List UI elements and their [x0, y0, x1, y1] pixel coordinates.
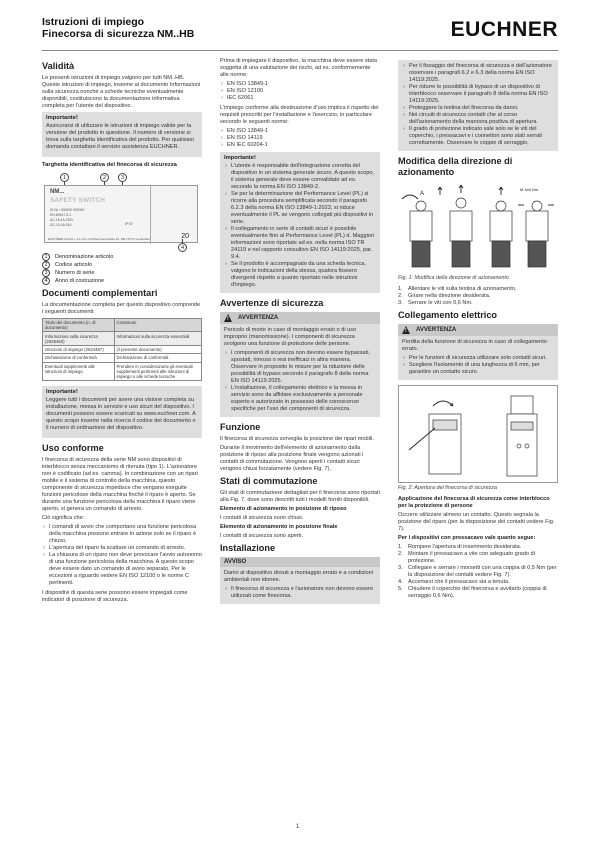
- callout-3: 3: [118, 173, 127, 182]
- figure-1: [398, 181, 558, 273]
- list-item: › Il collegamento in serie di contatti sicuri è possibile eventualmente fino al Performance Level (PL) d. Maggiori informazioni sono riportate ad es. nella norma ISO TR 24119 e nel rapporto consultivo EN ISO 14119:2025, par. 9.4.: [224, 226, 376, 261]
- list-item: › EN ISO 14119: [220, 135, 380, 142]
- list-item: › IEC 62061: [220, 95, 380, 102]
- validita-text: Le presenti istruzioni di impiego valgono per tutti NM..HB. Queste istruzioni di impiego, insieme al documento Informazioni sulla sicurezza nonché a schede tecniche eventualmente disponibili, costituiscono la documentazione informativa completa per l'utente del dispositivo.: [42, 75, 201, 109]
- table-cell: Dichiarazione di conformità: [114, 354, 201, 362]
- fig1-torque-label: M 4x6 Nm: [520, 187, 539, 192]
- applicazione-title: Applicazione del finecorsa di sicurezza come interblocco per la protezione di persone: [398, 496, 550, 509]
- importante-box-1: [42, 112, 202, 157]
- installazione-continued-box: [398, 60, 558, 151]
- table-cell: Dichiarazione di conformità: [43, 354, 115, 362]
- step-text: Montare il pressacavo a vite con adeguato grado di protezione.: [408, 551, 535, 564]
- step-number: 5.: [398, 586, 403, 592]
- list-item: › Il grado di protezione indicato vale solo se le viti del coperchio, i pressacavi e i connettori sono stati serrati correttamente. Osservare le coppie di serraggio.: [402, 126, 554, 147]
- importante-text: Leggere tutti i documenti per avere una visione completa su installazione, messa in servizio e uso sicuri del dispositivo. I documenti possono essere scaricati su www.euchner.com. A questo scopo inserire nella ricerca il codice del documento o il numero di ordinazione del dispositivo.: [46, 396, 196, 431]
- list-item: [398, 551, 558, 565]
- nameplate-figure: [42, 173, 202, 249]
- list-item: › Per il fissaggio del finecorsa di sicurezza e dell'azionatore osservare i paragrafi 6.2 e 6.3 della norma EN ISO 14119:2025.: [402, 63, 554, 84]
- column-2: [220, 58, 380, 609]
- funzione-text: Il finecorsa di sicurezza sorveglia la posizione dei ripari mobili.: [220, 436, 374, 442]
- list-item: › L'installazione, il collegamento elettrico e la messa in servizio sono da affidare esclusivamente a personale esperto e autorizzato in possesso delle conoscenze specifiche per l'uso dei componenti di sicurezza.: [224, 385, 376, 413]
- importante-title: Importante!: [224, 155, 256, 161]
- section-title-modifica: Modifica della direzione di azionamento: [398, 156, 513, 177]
- euchner-logo: EUCHNER: [450, 18, 558, 41]
- section-title-funzione: Funzione: [220, 422, 261, 432]
- list-item: › EN ISO 12100: [220, 88, 380, 95]
- step-text: Serrare le viti con 0,6 Nm.: [408, 300, 473, 306]
- table-cell: (il presente documento): [114, 345, 201, 353]
- step-number: 3.: [398, 565, 403, 571]
- valutazione-intro: Prima di impiegare il dispositivo, la macchina deve essere stata soggetta di una valutazione dei rischi, ad es. conformemente alle norme:: [220, 58, 378, 78]
- pressacavo-steps: [398, 544, 558, 600]
- table-row: [43, 345, 202, 353]
- plate-manufacturer: EUCHNER GmbH + Co. KG, Kohlhammerstraße 16, DE-70771 Leinfelden: [48, 237, 150, 241]
- step-text: Collegare e serrare i morsetti con una coppia di 0,5 Nm (per la disposizione dei contatti vedere Fig. 7).: [408, 565, 557, 578]
- switch-opening-diagram: [399, 386, 557, 484]
- list-item: › EN ISO 13849-1: [220, 128, 380, 135]
- section-title-avvertenze: Avvertenze di sicurezza: [220, 298, 324, 308]
- warning-icon: [224, 314, 232, 322]
- callout-4: 4: [178, 243, 187, 252]
- table-cell: Prendere in considerazione gli eventuali supplementi pertinenti alle istruzioni di impiego o alle schede tecniche: [114, 362, 201, 380]
- importante-title: Importante!: [46, 388, 78, 395]
- plate-norm: EN 60947-5-1: [50, 213, 72, 217]
- importante-title: Importante!: [46, 115, 78, 121]
- fig1-caption: Fig. 1: Modifica della direzione di azionamento: [398, 275, 509, 281]
- list-item: › Scegliere l'isolamento di una lunghezza di 6 mm, per garantire un contatto sicuro.: [402, 362, 554, 376]
- table-cell: Informazioni sulla sicurezza (2525460): [43, 332, 115, 345]
- list-item: › EN ISO 13849-1: [220, 81, 380, 88]
- table-header: Contenuto: [114, 319, 201, 332]
- page-number: 1: [295, 824, 300, 830]
- avvertenza-box: [220, 312, 380, 417]
- importante-text: Assicurarsi di utilizzare le istruzioni di impiego valide per la versione del prodotto in questione. Il numero di versione si trova sulla targhetta identificativa del prodotto. Per qualsiasi domanda contattare il servizio assistenza EUCHNER.: [46, 123, 194, 150]
- list-item: [398, 579, 558, 586]
- figure-2: [398, 385, 558, 483]
- legend-number: 1: [42, 253, 50, 261]
- avvertenza-text: Pericolo di morte in caso di montaggio errato o di uso improprio (manomissione). I componenti di sicurezza svolgono una funzione di protezione delle persone.: [224, 327, 357, 347]
- step-number: 1.: [398, 286, 403, 292]
- table-row: [43, 332, 202, 345]
- list-item: [398, 300, 558, 307]
- legend-text: Numero di serie: [55, 270, 95, 276]
- stati-text: Gli stati di commutazione dettagliati per il finecorsa sono riportati alla Fig. 7. dove sono descritti tutti i modelli forniti disponibili.: [220, 490, 380, 503]
- plate-rating-ac: AC-15 4A 230V: [50, 218, 74, 222]
- importante-box-2: [42, 386, 202, 438]
- step-text: Rompere l'apertura di inserimento desiderata.: [408, 544, 522, 550]
- nameplate-main: [45, 186, 151, 244]
- list-item: › Per ridurre le possibilità di bypass di un dispositivo di interblocco osservare il paragrafo 8 della norma EN ISO 14119:2025.: [402, 84, 554, 105]
- header-divider: [42, 50, 558, 51]
- targhetta-title: Targhetta identificativa del finecorsa di sicurezza: [42, 162, 177, 168]
- applicazione-text: Occorre utilizzare almeno un contatto. Questo segnala la posizione del riparo (per la disposizione dei contatti vedere Fig. 7).: [398, 512, 555, 532]
- avviso-text: Danni al dispositivo dovuti a montaggio errato e a condizioni ambientali non idonee.: [224, 570, 373, 583]
- step-number: 1.: [398, 544, 403, 550]
- avvertenza-list: [224, 350, 376, 413]
- plate-year: 20: [181, 233, 189, 240]
- plate-product-name: NM...: [50, 189, 65, 195]
- table-cell: Eventuali supplementi alle istruzioni di impiego: [43, 362, 115, 380]
- uso-text: Ciò significa che:: [42, 514, 85, 521]
- avvertenza-list: [402, 355, 554, 376]
- legend-item: [42, 269, 202, 277]
- nameplate: [44, 185, 198, 243]
- pressacavo-title: Per i dispositivi con pressacavo vale quanto segue:: [398, 535, 536, 541]
- list-item: › Se per la determinazione del Performance Level (PL) si ricorre alla procedura semplificata secondo il paragrafo 6.2.3 della norma EN ISO 13849-1:2023, si riduce eventualmente il PL se vengono collegati più dispositivi in serie.: [224, 191, 376, 226]
- list-item: › I comandi di avvio che comportano una funzione pericolosa della macchina possono entrare in azione solo se il riparo è chiuso.: [42, 524, 202, 545]
- list-item: [398, 565, 558, 579]
- list-item: [398, 544, 558, 551]
- list-item: [398, 586, 558, 600]
- step-number: 4.: [398, 579, 403, 585]
- document-title-line1: Istruzioni di impiego: [42, 16, 145, 28]
- legend-text: Codice articolo: [55, 262, 92, 268]
- step-text: Allentare le viti sulla testina di azionamento.: [408, 286, 517, 292]
- section-title-uso-conforme: Uso conforme: [42, 442, 104, 453]
- legend-number: 2: [42, 261, 50, 269]
- section-title-collegamento: Collegamento elettrico: [398, 310, 498, 320]
- avvertenza-label: AVVERTENZA: [238, 315, 279, 321]
- list-item: › L'apertura del riparo fa scattare un comando di arresto.: [42, 545, 202, 552]
- importante-list: [224, 163, 376, 289]
- norms-list-1: [220, 81, 380, 102]
- legend-item: [42, 277, 202, 285]
- step-text: Accertarsi che il pressacavo sia a tenuta.: [408, 579, 510, 585]
- table-row: [43, 354, 202, 362]
- page-header: [42, 16, 558, 50]
- nameplate-legend: [42, 253, 202, 285]
- section-title-stati: Stati di commutazione: [220, 476, 318, 486]
- documents-table: [42, 318, 202, 381]
- warning-icon: [402, 326, 410, 334]
- avvertenza-text: Perdita della funzione di sicurezza in caso di collegamento errato.: [402, 339, 547, 352]
- step-number: 3.: [398, 300, 403, 306]
- funzione-text: Durante il movimento dell'elemento di azionamento dalla posizione di riposo alla posizione finale vengono azionati i contatti di commutazione. Vengono aperti i contatti sicuri vengono chiusi forzatamente (vedere Fig. 7).: [220, 445, 364, 472]
- table-header-row: [43, 319, 202, 332]
- finale-title: Elemento di azionamento in posizione finale: [220, 524, 338, 530]
- avvertenza-box-2: [398, 324, 558, 380]
- legend-item: [42, 261, 202, 269]
- norms-list-2: [220, 128, 380, 149]
- document-title-line2: Finecorsa di sicurezza NM..HB: [42, 28, 195, 40]
- fig1-label-a: A: [420, 191, 425, 197]
- avvertenza-header: [398, 324, 558, 336]
- list-item: › Per le funzioni di sicurezza utilizzare solo contatti sicuri.: [402, 355, 554, 362]
- table-cell: Informazioni sulla sicurezza essenziali: [114, 332, 201, 345]
- modifica-steps: [398, 286, 558, 307]
- list-item: [398, 286, 558, 293]
- section-title-documenti: Documenti complementari: [42, 288, 158, 298]
- table-row: [43, 362, 202, 380]
- step-number: 2.: [398, 293, 403, 299]
- section-title-validita: Validità: [42, 61, 75, 71]
- avviso-header: [220, 557, 380, 567]
- legend-text: Anno di costruzione: [55, 278, 105, 284]
- list-item: › I componenti di sicurezza non devono essere bypassati, spostati, rimossi o resi inefficaci in altra maniera. Osservare in proposito le misure per la riduzione delle possibilità di bypass secondo il paragrafo 8 della norma EN ISO 14119:2025.: [224, 350, 376, 385]
- list-item: › L'utente è responsabile dell'integrazione corretta del dispositivo in un sistema generale sicuro. A questo scopo, il sistema generale deve essere convalidato ad es. secondo la norma EN ISO 13849-2.: [224, 163, 376, 191]
- list-item: › Se il prodotto è accompagnato da una scheda tecnica, valgono le indicazioni della stessa, qualora fossero divergenti rispetto a quanto riportato nelle istruzioni d'impiego.: [224, 261, 376, 289]
- list-item: › Proteggere la testina del finecorsa da danni.: [402, 105, 554, 112]
- list-item: › EN IEC 60204-1: [220, 142, 380, 149]
- step-number: 2.: [398, 551, 403, 557]
- riposo-text: I contatti di sicurezza sono chiusi.: [220, 515, 304, 521]
- legend-number: 4: [42, 277, 50, 285]
- plate-rating-dc: DC-13 4A 24V: [50, 223, 72, 227]
- step-text: Girare nella direzione desiderata.: [408, 293, 491, 299]
- legend-text: Denominazione articolo: [55, 254, 114, 260]
- legend-item: [42, 253, 202, 261]
- avviso-label: AVVISO: [224, 559, 247, 565]
- importante-box-3: [220, 152, 380, 293]
- section-title-installazione: Installazione: [220, 543, 276, 553]
- avvertenza-header: [220, 312, 380, 324]
- table-header: Titolo del documento (n. di documento): [43, 319, 115, 332]
- callout-2: 2: [100, 173, 109, 182]
- list-item: [398, 293, 558, 300]
- plate-ip-rating: IP 67: [125, 222, 134, 226]
- list-item: › La chiusura di un riparo non deve provocare l'avvio autonomo di una funzione pericolosa della macchina. A questo scopo deve essere dato un comando di avvio separato. Per le eccezioni a riguardo vedere EN ISO 12100 o le norme C pertinenti.: [42, 552, 202, 587]
- plate-safety-switch: SAFETY SWITCH: [50, 197, 106, 204]
- plate-id: ID-Nr.: 000000 000000: [50, 208, 85, 212]
- riposo-title: Elemento di azionamento in posizione di riposo: [220, 506, 347, 512]
- finale-text: I contatti di sicurezza sono aperti.: [220, 533, 304, 539]
- avviso-list: [224, 586, 376, 600]
- list-item: › Nei circuiti di sicurezza contatti che al corso dell'azionamento della manovra positiva di apertura.: [402, 112, 554, 126]
- list-item: › Il finecorsa di sicurezza e l'azionatore non devono essere utilizzati come finecorsa.: [224, 586, 376, 600]
- avvertenza-label: AVVERTENZA: [416, 327, 457, 333]
- installazione-list: [402, 63, 554, 147]
- documenti-intro: La documentazione completa per questo dispositivo comprende i seguenti documenti:: [42, 302, 201, 315]
- actuator-rotation-diagram: [398, 181, 558, 273]
- column-1: [42, 58, 202, 606]
- step-text: Chiudere il coperchio del finecorsa e avvitarlo (coppia di serraggio 0,6 Nm).: [408, 586, 547, 599]
- fig2-caption: Fig. 2: Apertura del finecorsa di sicurezza: [398, 485, 497, 491]
- column-3: [398, 58, 558, 603]
- legend-number: 3: [42, 269, 50, 277]
- avviso-box: [220, 557, 380, 604]
- uso-list: [42, 524, 202, 587]
- uso-text: I finecorsa di sicurezza della serie NM sono dispositivi di interblocco senza meccanismo di ritenuta (tipo 1). L'azionatore non è codificato (ad es. camma). In combinazione con un ripari mobile e il sistema di controllo della macchina, questo componente di sicurezza impedisce che vengano eseguite funzioni pericolose della macchina finché il riparo è aperto. Se durante una funzione pericolosa della macchina il riparo viene aperto, si genera un comando di arresto.: [42, 456, 198, 512]
- uso-text: I dispositivi di questa serie possono essere impiegati come indicatori di posizione di sicurezza.: [42, 589, 188, 603]
- impiego-intro: L'impiego conforme alla destinazione d'uso implica il rispetto dei requisiti prescritti per l'installazione e l'esercizio, in particolare secondo le seguenti norme:: [220, 105, 379, 125]
- callout-1: 1: [60, 173, 69, 182]
- table-cell: Istruzioni di impiego (2624487): [43, 345, 115, 353]
